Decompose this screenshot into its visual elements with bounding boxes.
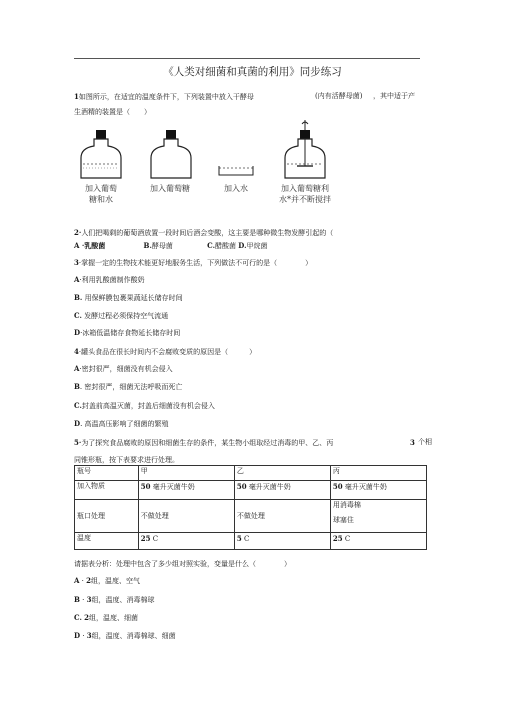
question-3 bbox=[74, 258, 312, 268]
table-row bbox=[75, 533, 427, 550]
table-cell: 用消毒棉 球塞住 bbox=[330, 500, 426, 533]
q3-option-a: A·利用乳酸菌制作酸奶 bbox=[74, 275, 145, 284]
q5-three: 3 bbox=[410, 438, 415, 447]
caption-a2: 糖和水 bbox=[89, 195, 113, 204]
q5-tail: 个相 bbox=[418, 438, 432, 446]
q4-option-b: B. 密封很严，细菌无法呼吸而死亡 bbox=[74, 382, 183, 391]
caption-b: 加入葡萄糖 bbox=[150, 184, 190, 193]
q4-option-c: C.封盖前高温灭菌，封盖后细菌没有机会侵入 bbox=[74, 401, 215, 410]
q5-option-d: D · 3组，温度、消毒棉球、细菌 bbox=[74, 631, 176, 640]
question-4 bbox=[74, 347, 256, 357]
q2-option-c-letter: C. bbox=[207, 241, 216, 250]
page-title: 《人类对细菌和真菌的利用》同步练习 bbox=[163, 66, 342, 78]
q2-option-c: 醋酸菌 bbox=[215, 242, 237, 250]
table-cell: 25 C bbox=[330, 533, 426, 550]
experiment-table bbox=[74, 465, 427, 550]
q5-option-a: A · 2组，温度、空气 bbox=[74, 576, 141, 585]
q3-option-b: B. 用保鲜膜包裹果蔬延长储存时间 bbox=[74, 293, 183, 302]
q4-text: ·罐头食品在很长时间内不会腐败变质的原因是（ ） bbox=[78, 348, 257, 356]
flask-a bbox=[78, 128, 124, 180]
q5-ask: 请据表分析：处理中包含了多少组对照实验，变量是什么（ ） bbox=[74, 560, 291, 568]
table-row bbox=[75, 500, 427, 533]
flask-d bbox=[282, 118, 328, 180]
table-cell: 加入物质 bbox=[75, 481, 139, 500]
q2-option-d-letter: D. bbox=[238, 241, 247, 250]
q5-number: 5· bbox=[74, 438, 82, 447]
table-cell: 25 C bbox=[138, 533, 234, 550]
q2-text: 人们把喝剩的葡萄酒放置一段时间后酒会变酸，这主要是哪种微生物发酵引起的（ bbox=[81, 229, 334, 237]
q4-option-d: D. 高温高压影响了细菌的繁殖 bbox=[74, 419, 169, 428]
table-header: 乙 bbox=[234, 466, 330, 481]
table-header: 瓶号 bbox=[75, 466, 139, 481]
q3-option-d: D·冰箱低温储存食物延长储存时间 bbox=[74, 328, 181, 337]
q3-option-c: C. 发酵过程必须保持空气流通 bbox=[74, 311, 169, 320]
table-header: 甲 bbox=[138, 466, 234, 481]
q1-number: 1 bbox=[74, 92, 79, 101]
caption-d2: 水*并不断搅拌 bbox=[279, 195, 331, 204]
table-cell: 50 毫升灭菌牛奶 bbox=[234, 481, 330, 500]
q3-text: ·掌握一定的生物技术能更好地服务生活，下列做法不可行的是（ ） bbox=[78, 259, 313, 267]
q3-number: 3 bbox=[74, 258, 79, 267]
q5-text: 为了探究食品腐败的原因和细菌生存的条件，某生物小组取经过消毒的甲、乙、丙 bbox=[81, 439, 334, 447]
caption-c: 加入水 bbox=[224, 184, 248, 193]
q2-option-d: 甲烷菌 bbox=[246, 242, 268, 250]
table-cell: 不做处理 bbox=[138, 500, 234, 533]
q1-line2: 生酒精的装置是（ ） bbox=[74, 108, 151, 116]
q1-paren: (内有活酵母菌) bbox=[315, 92, 363, 100]
q2-options bbox=[74, 241, 268, 251]
q5-option-b: B · 3组，温度、消毒棉球 bbox=[74, 595, 155, 604]
q1-text: 如图所示，在适宜的温度条件下，下列装置中放入干酵母 bbox=[78, 93, 254, 101]
question-1 bbox=[74, 92, 254, 102]
header-rule bbox=[74, 58, 420, 59]
q5-line1 bbox=[74, 438, 333, 448]
q4-option-a: A·密封很严，细菌没有机会侵入 bbox=[74, 364, 173, 373]
q1-tail: ，其中适于产 bbox=[373, 92, 415, 100]
table-header-row bbox=[75, 466, 427, 481]
table-cell: 瓶口处理 bbox=[75, 500, 139, 533]
table-cell: 不做处理 bbox=[234, 500, 330, 533]
q4-number: 4 bbox=[74, 347, 79, 356]
q5-option-c: C. 2组，温度、细菌 bbox=[74, 613, 138, 622]
flask-b bbox=[148, 128, 194, 180]
q2-option-b-letter: B. bbox=[143, 241, 152, 250]
question-2 bbox=[74, 228, 333, 238]
table-cell: 温度 bbox=[75, 533, 139, 550]
table-header: 丙 bbox=[330, 466, 426, 481]
table-cell: 5 C bbox=[234, 533, 330, 550]
q2-number: 2· bbox=[74, 228, 82, 237]
caption-a1: 加入葡萄 bbox=[85, 184, 117, 193]
q5-line2: 同锥形瓶，按下表要求进行处理。 bbox=[74, 456, 179, 464]
table-cell: 50 毫升灭菌牛奶 bbox=[138, 481, 234, 500]
q2-option-a: A ·乳酸菌 bbox=[74, 241, 106, 250]
table-cell: 50 毫升灭菌牛奶 bbox=[330, 481, 426, 500]
table-row bbox=[75, 481, 427, 500]
caption-d1: 加入葡萄糖利 bbox=[281, 184, 329, 193]
q2-option-b: 酵母菌 bbox=[151, 242, 173, 250]
dish-c bbox=[216, 160, 256, 180]
